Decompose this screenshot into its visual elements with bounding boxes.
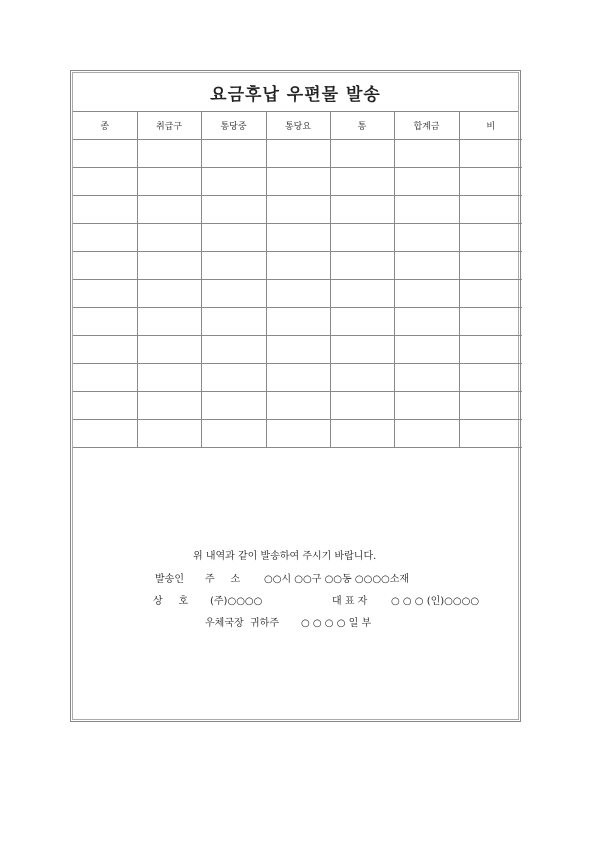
table-cell bbox=[201, 168, 266, 196]
table-cell bbox=[266, 196, 330, 224]
table-cell bbox=[394, 168, 459, 196]
table-cell bbox=[394, 392, 459, 420]
table-cell bbox=[330, 168, 394, 196]
table-cell bbox=[459, 364, 522, 392]
table-cell bbox=[266, 140, 330, 168]
table-cell bbox=[73, 140, 137, 168]
table-row bbox=[73, 280, 522, 308]
table-cell bbox=[201, 280, 266, 308]
table-cell bbox=[394, 420, 459, 448]
table-cell bbox=[201, 364, 266, 392]
table-cell bbox=[459, 224, 522, 252]
table-cell bbox=[201, 336, 266, 364]
table-cell bbox=[459, 336, 522, 364]
table-cell bbox=[201, 420, 266, 448]
representative-label: 대 표 자 bbox=[332, 596, 368, 607]
table-row bbox=[73, 252, 522, 280]
table-cell bbox=[266, 280, 330, 308]
table-cell bbox=[73, 420, 137, 448]
table-cell bbox=[330, 280, 394, 308]
table-cell bbox=[266, 308, 330, 336]
table-cell bbox=[137, 168, 201, 196]
table-cell bbox=[201, 196, 266, 224]
document-frame bbox=[70, 70, 521, 722]
table-header-row bbox=[73, 112, 522, 140]
column-header-unit-weight: 통당중 bbox=[201, 112, 266, 140]
request-text: 위 내역과 같이 발송하여 주시기 바랍니다. bbox=[193, 551, 377, 562]
column-header-count: 통 bbox=[330, 112, 394, 140]
table-cell bbox=[330, 252, 394, 280]
table-cell bbox=[330, 336, 394, 364]
table-cell bbox=[137, 224, 201, 252]
table-cell bbox=[201, 252, 266, 280]
table-cell bbox=[330, 420, 394, 448]
table-cell bbox=[394, 196, 459, 224]
table-cell bbox=[73, 364, 137, 392]
column-header-total: 합계금 bbox=[394, 112, 459, 140]
table-cell bbox=[394, 224, 459, 252]
column-header-kind: 종 bbox=[73, 112, 137, 140]
table-cell bbox=[73, 196, 137, 224]
table-cell bbox=[266, 224, 330, 252]
document-inner-border bbox=[72, 72, 519, 720]
document-title: 요금후납 우편물 발송 bbox=[73, 73, 518, 112]
table-cell bbox=[73, 308, 137, 336]
table-cell bbox=[459, 252, 522, 280]
table-cell bbox=[266, 252, 330, 280]
table-cell bbox=[137, 252, 201, 280]
table-cell bbox=[266, 364, 330, 392]
column-header-remarks: 비 bbox=[459, 112, 522, 140]
table-row bbox=[73, 364, 522, 392]
table-cell bbox=[330, 364, 394, 392]
recipient-text: 우체국장 귀하주 bbox=[205, 618, 279, 629]
table-cell bbox=[266, 168, 330, 196]
column-header-unit-fee: 통당요 bbox=[266, 112, 330, 140]
address-label: 주 소 bbox=[205, 574, 241, 585]
company-value: (주)○○○○ bbox=[210, 596, 263, 607]
table-cell bbox=[459, 420, 522, 448]
table-cell bbox=[394, 364, 459, 392]
representative-value: ○ ○ ○ (인)○○○○ bbox=[391, 596, 480, 607]
sender-label: 발송인 bbox=[155, 574, 184, 585]
table-cell bbox=[73, 280, 137, 308]
table-cell bbox=[459, 308, 522, 336]
table-cell bbox=[266, 420, 330, 448]
table-cell bbox=[394, 308, 459, 336]
table-cell bbox=[73, 336, 137, 364]
table-cell bbox=[137, 140, 201, 168]
table-cell bbox=[73, 224, 137, 252]
table-cell bbox=[73, 252, 137, 280]
table-cell bbox=[201, 392, 266, 420]
table-row bbox=[73, 336, 522, 364]
table-cell bbox=[330, 140, 394, 168]
address-value: ○○시 ○○구 ○○동 ○○○○소재 bbox=[264, 574, 410, 585]
table-cell bbox=[137, 392, 201, 420]
table-cell bbox=[459, 280, 522, 308]
table-cell bbox=[459, 140, 522, 168]
table-cell bbox=[330, 196, 394, 224]
table-cell bbox=[459, 196, 522, 224]
table-cell bbox=[137, 308, 201, 336]
mail-list-table bbox=[73, 112, 522, 448]
column-header-handling: 취급구 bbox=[137, 112, 201, 140]
table-cell bbox=[73, 392, 137, 420]
table-row bbox=[73, 420, 522, 448]
table-row bbox=[73, 308, 522, 336]
table-cell bbox=[137, 420, 201, 448]
table-cell bbox=[394, 140, 459, 168]
date-placeholder: ○ ○ ○ ○ 일 부 bbox=[301, 618, 372, 629]
table-cell bbox=[73, 168, 137, 196]
table-row bbox=[73, 196, 522, 224]
table-cell bbox=[201, 308, 266, 336]
table-cell bbox=[266, 392, 330, 420]
table-cell bbox=[137, 280, 201, 308]
table-cell bbox=[330, 392, 394, 420]
table-cell bbox=[330, 308, 394, 336]
table-cell bbox=[137, 364, 201, 392]
table-row bbox=[73, 168, 522, 196]
table-cell bbox=[266, 336, 330, 364]
table-cell bbox=[201, 140, 266, 168]
table-cell bbox=[459, 392, 522, 420]
table-cell bbox=[330, 224, 394, 252]
table-row bbox=[73, 140, 522, 168]
company-label: 상 호 bbox=[153, 596, 189, 607]
table-cell bbox=[394, 280, 459, 308]
table-row bbox=[73, 392, 522, 420]
table-cell bbox=[137, 336, 201, 364]
table-cell bbox=[394, 336, 459, 364]
table-cell bbox=[394, 252, 459, 280]
table-cell bbox=[459, 168, 522, 196]
table-row bbox=[73, 224, 522, 252]
table-cell bbox=[137, 196, 201, 224]
table-cell bbox=[201, 224, 266, 252]
